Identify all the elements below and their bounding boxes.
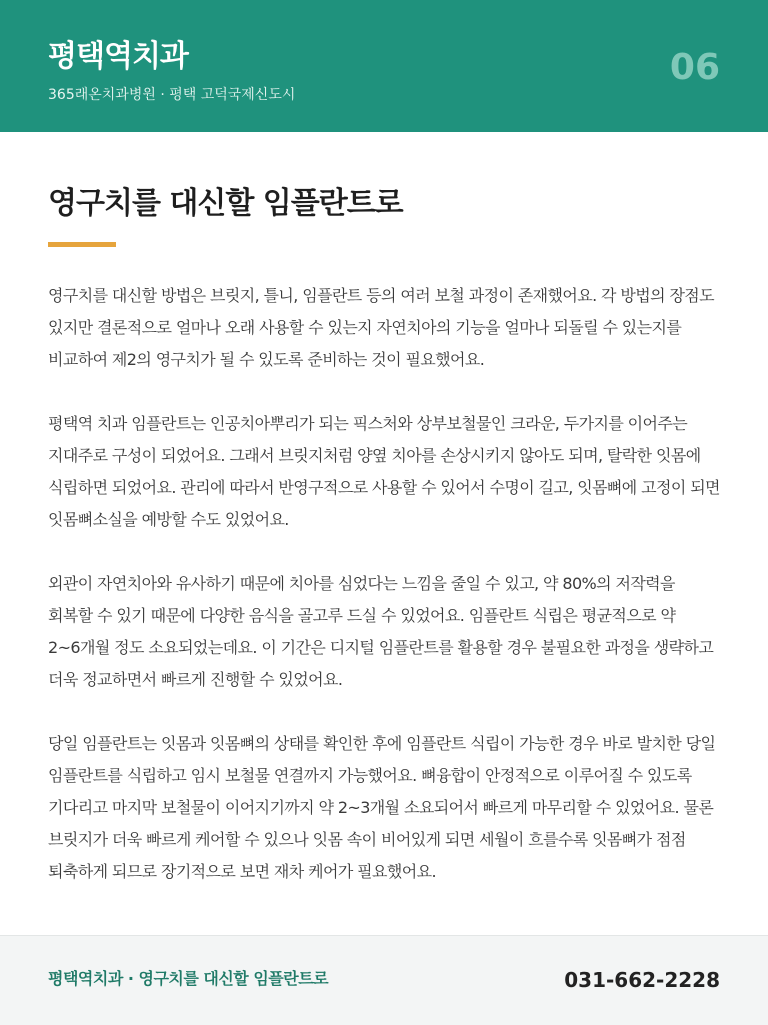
footer-caption: 평택역치과 · 영구치를 대신할 임플란트로 — [48, 969, 329, 988]
article-paragraph-4: 당일 임플란트는 잇몸과 잇몸뼈의 상태를 확인한 후에 임플란트 식립이 가능한 경우 바로 발치한 당일 임플란트를 식립하고 임시 보철물 연결까지 가능했어요. 뼈융합이 안정적으로 이루어질 수 있도록 기다리고 마지막 보철물이 이어지기까지 약 2~3개월 소요되어서 빠르게 마무리할 수 있었어요. 물론 브릿지가 더욱 빠르게 케어할 수 있으나 잇몸 속이 비어있게 되면 세월이 흐를수록 잇몸뼈가 점점 퇴축하게 되므로 장기적으로 보면 재차 케어가 필요했어요. — [48, 734, 716, 881]
article-paragraph-1: 영구치를 대신할 방법은 브릿지, 틀니, 임플란트 등의 여러 보철 과정이 존재했어요. 각 방법의 장점도 있지만 결론적으로 얼마나 오래 사용할 수 있는지 자연치아의 기능을 얼마나 되돌릴 수 있는지를 비교하여 제2의 영구치가 될 수 있도록 준비하는 것이 필요했어요. — [48, 286, 715, 369]
article-title: 영구치를 대신할 임플란트로 — [48, 186, 403, 221]
article-paragraph-3: 외관이 자연치아와 유사하기 때문에 치아를 심었다는 느낌을 줄일 수 있고, 약 80%의 저작력을 회복할 수 있기 때문에 다양한 음식을 골고루 드실 수 있었어요. 임플란트 식립은 평균적으로 약 2~6개월 정도 소요되었는데요. 이 기간은 디지털 임플란트를 활용할 경우 불필요한 과정을 생략하고 더욱 정교하면서 빠르게 진행할 수 있었어요. — [48, 574, 714, 689]
title-accent-bar — [48, 242, 116, 247]
article-paragraph-2: 평택역 치과 임플란트는 인공치아뿌리가 되는 픽스처와 상부보철물인 크라운, 두가지를 이어주는 지대주로 구성이 되었어요. 그래서 브릿지처럼 양옆 치아를 손상시키지 않아도 되며, 탈락한 잇몸에 식립하면 되었어요. 관리에 따라서 반영구적으로 사용할 수 있어서 수명이 길고, 잇몸뼈에 고정이 되면 잇몸뼈소실을 예방할 수도 있었어요. — [48, 414, 720, 529]
footer-bar — [0, 935, 768, 1025]
brand-subtitle: 365래온치과병원 · 평택 고덕국제신도시 — [48, 87, 296, 103]
header-banner — [0, 0, 768, 132]
phone-number[interactable]: 031-662-2228 — [564, 968, 720, 992]
article-body — [48, 280, 720, 920]
page-number: 06 — [669, 47, 720, 88]
brand-title: 평택역치과 — [48, 39, 188, 74]
